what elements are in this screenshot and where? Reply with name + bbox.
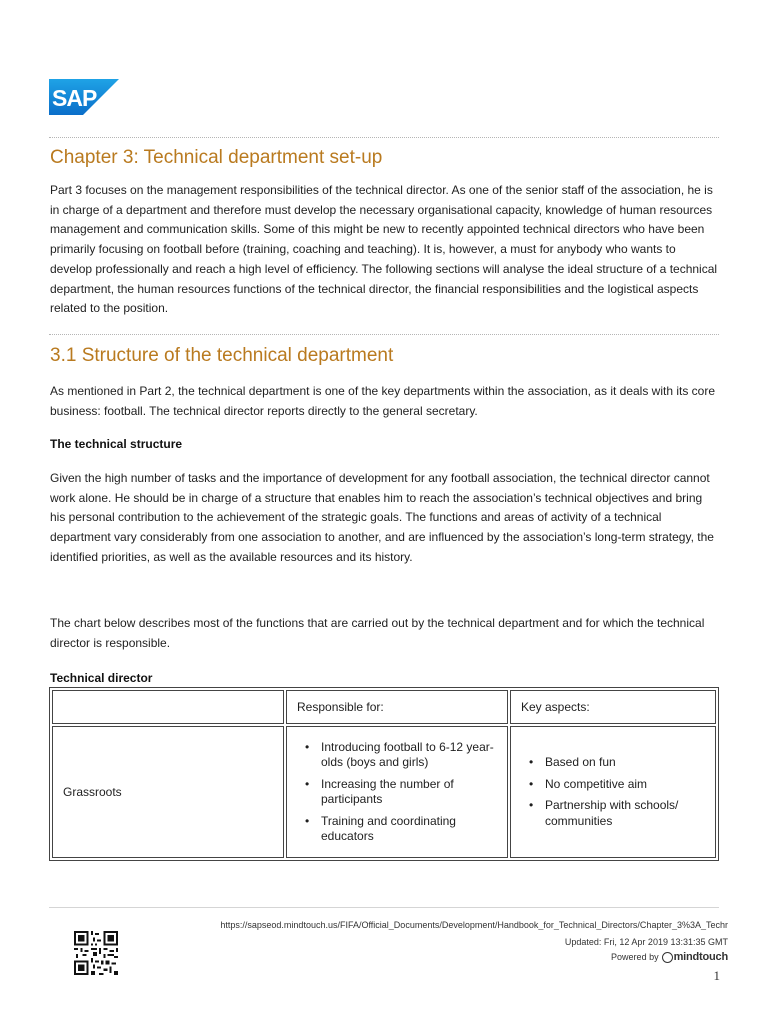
section-para-2: Given the high number of tasks and the importance of development for any football association, the technical director cannot work alone. He should be in charge of a structure that enables him to reach the association’s technical objectives and bring his personal contribution to the achievement of the strategic goals. The functions and areas of activity of a technical department vary considerably from one association to another, and are influenced by the association’s long-term strategy, the identified priorities, as well as the available resources and its history. (50, 471, 714, 564)
technical-director-table (49, 687, 719, 861)
list-item: • No competitive aim (545, 777, 705, 793)
mindtouch-logo-text: mindtouch (673, 951, 728, 963)
table-header-cell: Key aspects: (510, 690, 716, 724)
sap-logo (49, 79, 119, 115)
table-header-row (52, 690, 716, 724)
subheading-technical-structure: The technical structure (50, 437, 183, 451)
section-para-1: As mentioned in Part 2, the technical department is one of the key departments within the association, as it deals with its core business: football. The technical director reports directly to the general secretary. (50, 384, 716, 418)
list-item: • Training and coordinating educators (321, 814, 497, 845)
list-item: • Increasing the number of participants (321, 777, 497, 808)
sap-logo-text: SAP (52, 85, 97, 111)
footer-updated: Updated: Fri, 12 Apr 2019 13:31:35 GMT (564, 937, 728, 947)
mindtouch-circle-icon (662, 952, 673, 963)
section-title: 3.1 Structure of the technical department (50, 345, 394, 366)
list-item: • Partnership with schools/ communities (545, 798, 705, 829)
chapter-title: Chapter 3: Technical department set-up (50, 147, 383, 168)
footer-url[interactable]: https://sapseod.mindtouch.us/FIFA/Official_Documents/Development/Handbook_for_Technical_Directors/Chapter_3%3A_Techr (220, 920, 728, 930)
table-header-cell (52, 690, 284, 724)
responsible-cell (286, 726, 508, 858)
chapter-intro: Part 3 focuses on the management responsibilities of the technical director. As one of the senior staff of the association, he is in charge of a department and therefore must develop the necessary organisational capacity, knowledge of human resources management and communication skills. Some of this might be new to recently appointed technical directors who have been primarily focusing on football before (training, coaching and teaching). It is, however, a must for anybody who wants to develop professionally and reach a high level of efficiency. The following sections will analyse the ideal structure of a technical department, the human resources functions of the technical director, the financial responsibilities and the logistical aspects related to the position. (50, 183, 718, 316)
key-aspects-cell (510, 726, 716, 858)
qr-code-icon (74, 931, 118, 975)
table-caption: Technical director (50, 671, 153, 685)
powered-by-label: Powered by (611, 952, 659, 962)
section-divider (49, 334, 719, 335)
list-item: • Based on fun (545, 755, 705, 771)
page-number: 1 (713, 968, 720, 983)
mindtouch-logo[interactable] (662, 951, 728, 963)
table-row (52, 726, 716, 858)
section-para-3: The chart below describes most of the functions that are carried out by the technical department and for which the technical director is responsible. (50, 616, 705, 650)
list-item: • Introducing football to 6-12 year-olds (boys and girls) (321, 740, 497, 771)
footer-divider (49, 907, 719, 908)
table-row-label: Grassroots (52, 726, 284, 858)
key-aspects-list (521, 755, 705, 829)
header-divider (49, 137, 719, 138)
table-header-cell: Responsible for: (286, 690, 508, 724)
footer-powered-by (611, 951, 728, 963)
responsible-list (297, 740, 497, 845)
